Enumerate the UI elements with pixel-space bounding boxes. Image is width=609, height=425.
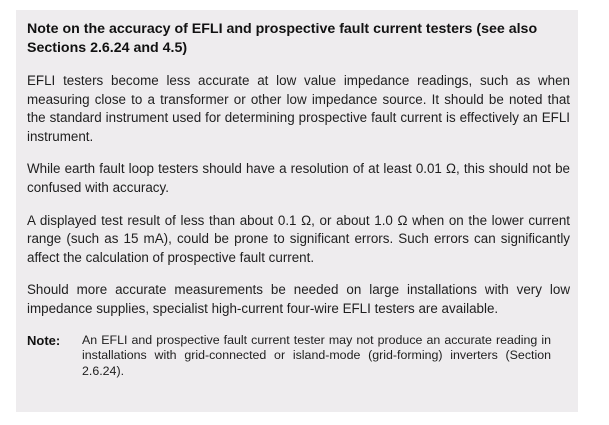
paragraph-accuracy-low-impedance: EFLI testers become less accurate at low value impedance readings, such as when measuring close to a transformer or other low impedance source. It should be noted that the standard instrument used for determining prospective fault current is effectively an EFLI instrument.	[27, 73, 570, 144]
paragraph-displayed-result: A displayed test result of less than about 0.1 Ω, or about 1.0 Ω when on the lower current range (such as 15 mA), could be prone to significant errors. Such errors can significantly affect the calculation of prospective fault current.	[27, 212, 570, 265]
note-text: An EFLI and prospective fault current tester may not produce an accurate reading in installations with grid-connected or island-mode (grid-forming) inverters (Section 2.6.24).	[82, 332, 551, 379]
note-row	[27, 333, 570, 380]
paragraph-resolution: While earth fault loop testers should have a resolution of at least 0.01 Ω, this should not be confused with accuracy.	[27, 161, 570, 195]
paragraph-specialist-testers: Should more accurate measurements be needed on large installations with very low impedance supplies, specialist high-current four-wire EFLI testers are available.	[27, 282, 570, 316]
info-box	[16, 10, 578, 412]
box-title: Note on the accuracy of EFLI and prospective fault current testers (see also Sections 2.6.24 and 4.5)	[27, 21, 538, 56]
note-label: Note:	[27, 332, 61, 348]
